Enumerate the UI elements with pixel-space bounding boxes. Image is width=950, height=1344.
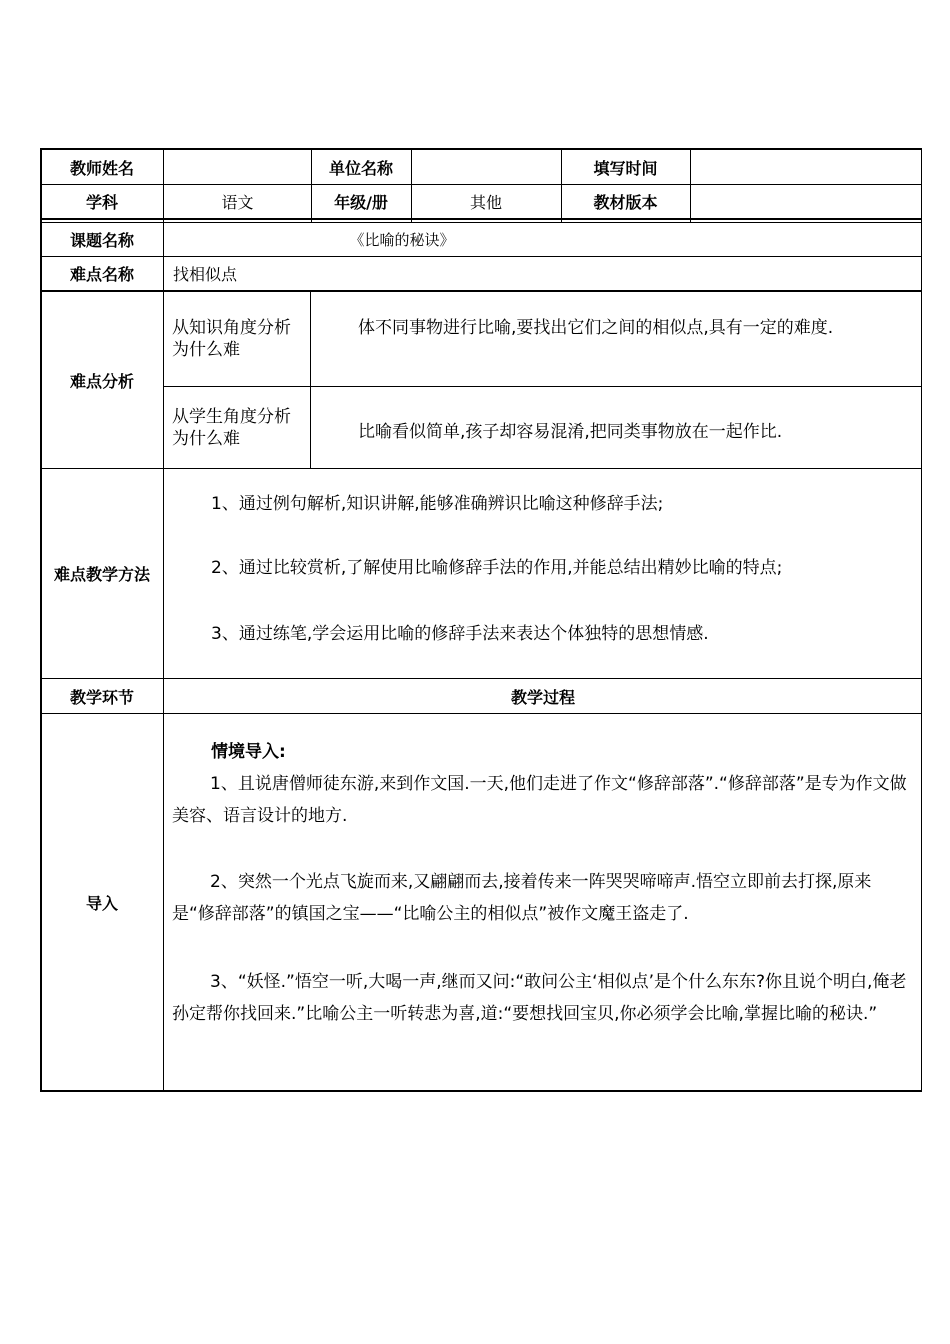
- unit-name-label: 单位名称: [328, 158, 393, 178]
- intro-paragraph-1: 1、且说唐僧师徒东游,来到作文国.一天,他们走进了作文“修辞部落”.“修辞部落”是专为作文做美容、语言设计的地方.: [172, 774, 907, 826]
- fill-time-label: 填写时间: [593, 158, 658, 178]
- teacher-name-value[interactable]: [164, 150, 311, 184]
- methods-label: 难点教学方法: [53, 565, 150, 584]
- topic-label: 课题名称: [69, 231, 134, 250]
- student-angle-text: 比喻看似简单,孩子却容易混淆,把同类事物放在一起作比.: [358, 421, 783, 442]
- row-divider: [40, 468, 922, 469]
- knowledge-angle-label: 从知识角度分析为什么难: [172, 318, 291, 360]
- intro-paragraph-3: 3、“妖怪.”悟空一听,大喝一声,继而又问:“敢问公主‘相似点’是个什么东东?你且说个明白,俺老孙定帮你找回来.”比喻公主一听转悲为喜,道:“要想找回宝贝,你必须学会比喻,掌握比喻的秘诀.”: [172, 972, 907, 1024]
- textbook-value[interactable]: [690, 185, 922, 218]
- textbook-label: 教材版本: [593, 193, 658, 212]
- method-item-1: 1、通过例句解析,知识讲解,能够准确辨识比喻这种修辞手法;: [211, 494, 664, 514]
- intro-stage-label: 导入: [85, 893, 118, 913]
- stage-header-label: 教学环节: [69, 687, 134, 707]
- subject-value[interactable]: 语文: [221, 193, 254, 212]
- difficulty-label: 难点名称: [69, 265, 134, 284]
- row-divider: [40, 713, 922, 714]
- difficulty-value: 找相似点: [173, 265, 238, 284]
- subject-label: 学科: [85, 193, 118, 212]
- teacher-name-label: 教师姓名: [69, 158, 134, 178]
- unit-name-value[interactable]: [411, 150, 561, 184]
- method-item-3: 3、通过练笔,学会运用比喻的修辞手法来表达个体独特的思想情感.: [211, 624, 709, 644]
- grade-value[interactable]: 其他: [469, 193, 502, 212]
- column-divider: [310, 290, 311, 468]
- topic-value: 《比喻的秘诀》: [349, 231, 455, 249]
- analysis-label: 难点分析: [69, 371, 134, 391]
- row-divider: [40, 218, 922, 220]
- method-item-2: 2、通过比较赏析,了解使用比喻修辞手法的作用,并能总结出精妙比喻的特点;: [211, 558, 783, 578]
- knowledge-angle-text: 体不同事物进行比喻,要找出它们之间的相似点,具有一定的难度.: [358, 317, 834, 338]
- fill-time-value[interactable]: [690, 150, 922, 184]
- process-header-label: 教学过程: [510, 687, 575, 707]
- intro-paragraph-2: 2、突然一个光点飞旋而来,又翩翩而去,接着传来一阵哭哭啼啼声.悟空立即前去打探,原来是“修辞部落”的镇国之宝——“比喻公主的相似点”被作文魔王盗走了.: [172, 872, 872, 924]
- grade-label: 年级/册: [334, 193, 388, 212]
- intro-heading: 情境导入:: [211, 742, 286, 762]
- student-angle-label: 从学生角度分析为什么难: [172, 406, 291, 449]
